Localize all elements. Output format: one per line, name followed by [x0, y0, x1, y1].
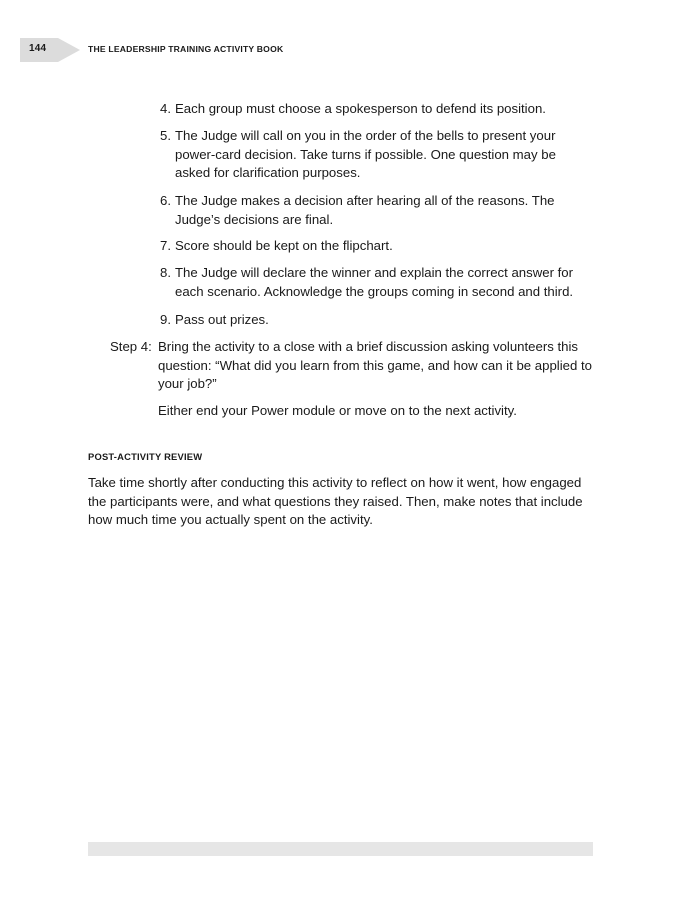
- step-label: Step 4:: [110, 339, 152, 354]
- list-item-number: 8.: [160, 265, 171, 280]
- review-paragraph: Take time shortly after conducting this activity to reflect on how it went, how engaged the participants were, and what questions they raised. Then, make notes that include how much time you actually spent on the activity.: [88, 475, 583, 527]
- list-item-text: Each group must choose a spokesperson to defend its position.: [175, 101, 546, 116]
- list-item-number: 6.: [160, 193, 171, 208]
- list-item-text: The Judge will call on you in the order of the bells to present your power-card decision. Take turns if possible. One question may be asked for clarification purposes.: [175, 128, 556, 180]
- list-item-number: 7.: [160, 238, 171, 253]
- page-number: 144: [29, 43, 47, 54]
- list-item-text: The Judge will declare the winner and explain the correct answer for each scenario. Acknowledge the groups coming in second and third.: [175, 265, 574, 299]
- page-header: [20, 38, 660, 62]
- section-heading: POST-ACTIVITY REVIEW: [88, 451, 203, 462]
- list-item-text: The Judge makes a decision after hearing all of the reasons. The Judge’s decisions are final.: [175, 193, 555, 227]
- list-item-text: Score should be kept on the flipchart.: [175, 238, 393, 253]
- step-text: Bring the activity to a close with a brief discussion asking volunteers this question: “What did you learn from this game, and how can it be applied to your job?”: [158, 339, 592, 391]
- list-item-text: Pass out prizes.: [175, 312, 269, 327]
- step-followup: Either end your Power module or move on to the next activity.: [158, 403, 517, 418]
- footer-bar: [88, 842, 593, 856]
- list-item-number: 4.: [160, 101, 171, 116]
- running-title: THE LEADERSHIP TRAINING ACTIVITY BOOK: [88, 44, 284, 54]
- list-item-number: 9.: [160, 312, 171, 327]
- list-item-number: 5.: [160, 128, 171, 143]
